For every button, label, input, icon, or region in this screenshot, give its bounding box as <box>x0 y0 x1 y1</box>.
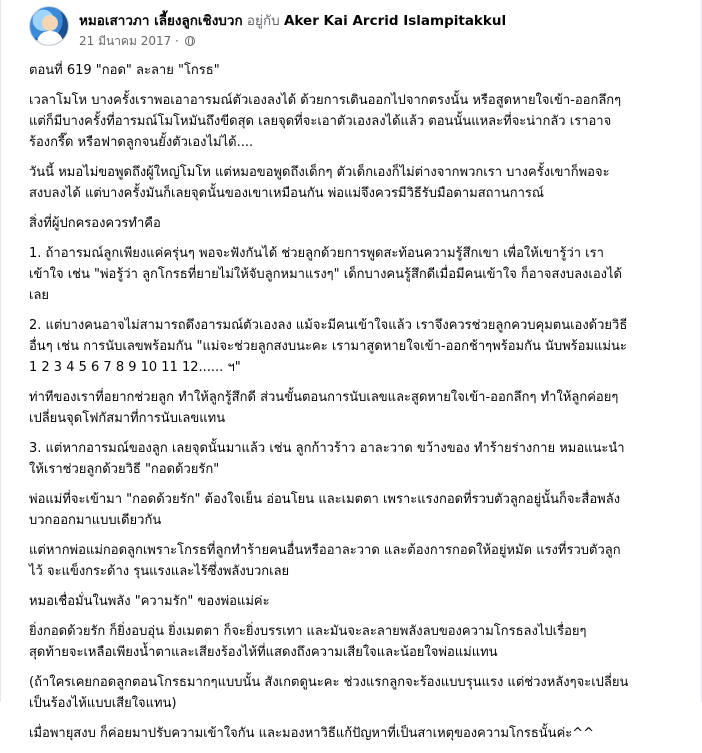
avatar[interactable] <box>29 6 69 46</box>
paragraph-line: 1. ถ้าอารมณ์ลูกเพียงแค่ครุ่นๆ พอจะฟังกันได้ ช่วยลูกด้วยการพูดสะท้อนความรู้สึกเขา เพื่อให้เขารู้ว่า เรา <box>29 246 604 261</box>
post-paragraph <box>29 672 685 714</box>
author-name[interactable]: หมอเสาวภา เลี้ยงลูกเชิงบวก <box>79 13 243 29</box>
paragraph-line: 3. แต่หากอารมณ์ของลูก เลยจุดนั้นมาแล้ว เช่น ลูกก้าวร้าว อาละวาด ขว้างของ ทำร้ายร่างกาย หมอแนะนำ <box>29 441 625 456</box>
paragraph-line: แต่หากพ่อแม่กอดลูกเพราะโกรธที่ลูกทำร้ายคนอื่นหรืออาละวาด และต้องการกอดให้อยู่หมัด แรงที่รวบตัวลูก <box>29 543 621 558</box>
post-meta <box>79 32 195 51</box>
post-paragraph <box>29 90 685 153</box>
with-text: อยู่กับ <box>242 13 284 29</box>
paragraph-line: ร้องกรี๊ด หรือฟาดลูกจนยั้งตัวเองไม่ได้.... <box>29 135 254 150</box>
paragraph-line: 1 2 3 4 5 6 7 8 9 10 11 12...... ฯ" <box>29 360 241 375</box>
paragraph-line: บวกออกมาแบบเดียวกัน <box>29 513 162 528</box>
paragraph-line: พ่อแม่ที่จะเข้ามา "กอดด้วยรัก" ต้องใจเย็น อ่อนโยน และเมตตา เพราะแรงกอดที่รวบตัวลูกอยู่นั้นก็จะสื่อพลัง <box>29 492 621 507</box>
paragraph-line: ตอนที่ 619 "กอด" ละลาย "โกรธ" <box>29 63 220 78</box>
paragraph-line: เปลี่ยนจุดโฟกัสมาที่การนับเลขแทน <box>29 411 226 426</box>
avatar-face <box>42 15 58 31</box>
paragraph-line: เลย <box>29 288 50 303</box>
post-paragraph <box>29 315 685 378</box>
paragraph-line: อื่นๆ เช่น การนับเลขพร้อมกัน "แม่จะช่วยลูกสงบนะคะ เรามาสูดหายใจเข้า-ออกช้าๆพร้อมกัน นับพร้อมแม่นะ <box>29 339 627 354</box>
post-header <box>29 6 689 50</box>
paragraph-line: ท่าทีของเราที่อยากช่วยลูก ทำให้ลูกรู้สึกดี ส่วนขั้นตอนการนับเลขและสูดหายใจเข้า-ออกลึกๆ ทำให้ลูกค่อยๆ <box>29 390 619 405</box>
post-paragraph <box>29 540 685 582</box>
post-paragraph <box>29 213 685 234</box>
paragraph-line: (ถ้าใครเคยกอดลูกตอนโกรธมากๆแบบนั้น สังเกตดูนะคะ ช่วงแรกลูกจะร้องแบบรุนแรง แต่ช่วงหลังๆจะเปลี่ยน <box>29 675 629 690</box>
paragraph-line: สุดท้ายจะเหลือเพียงน้ำตาและเสียงร้องไห้ที่แสดงถึงความเสียใจและน้อยใจพ่อแม่แทน <box>29 645 498 660</box>
post-paragraph <box>29 60 685 81</box>
paragraph-line: เวลาโมโห บางครั้งเราพอเอาอารมณ์ตัวเองลงได้ ด้วยการเดินออกไปจากตรงนั้น หรือสูดหายใจเข้า-ออกลึกๆ <box>29 93 622 108</box>
post-paragraph <box>29 438 685 480</box>
globe-icon[interactable] <box>185 36 195 46</box>
post-paragraph <box>29 243 685 306</box>
paragraph-line: ยิ่งกอดด้วยรัก ก็ยิ่งอบอุ่น ยิ่งเมตตา ก็จะยิ่งบรรเทา และมันจะละลายพลังลบของความโกรธลงไปเรื่อยๆ <box>29 624 587 639</box>
paragraph-line: ไว้ จะแข็งกระด้าง รุนแรงและไร้ซึ่งพลังบวกเลย <box>29 564 290 579</box>
author-line <box>79 9 506 31</box>
post-date[interactable]: 21 มีนาคม 2017 · <box>79 34 183 48</box>
post-paragraph <box>29 723 685 744</box>
paragraph-line: 2. แต่บางคนอาจไม่สามารถดึงอารมณ์ตัวเองลง แม้จะมีคนเข้าใจแล้ว เราจึงควรช่วยลูกควบคุมตนเองด้วยวิธี <box>29 318 628 333</box>
paragraph-line: เข้าใจ เช่น "พ่อรู้ว่า ลูกโกรธที่ยายไม่ให้จับลูกหมาแรงๆ" เด็กบางคนรู้สึกดีเมื่อมีคนเข้าใจ ก็อาจสงบลงเองได้ <box>29 267 622 282</box>
paragraph-line: แต่ก็มีบางครั้งที่อารมณ์โมโหมันถึงขีดสุด เลยจุดที่จะเอาตัวเองลงได้แล้ว ตอนนั้นแหละที่จะน่ากลัว เราอาจ <box>29 114 612 129</box>
post-paragraph <box>29 621 685 663</box>
paragraph-line: สิ่งที่ผู้ปกครองควรทำคือ <box>29 216 161 231</box>
paragraph-line: หมอเชื่อมั่นในพลัง "ความรัก" ของพ่อแม่ค่ะ <box>29 594 270 609</box>
paragraph-line: ให้เราช่วยลูกด้วยวิธี "กอดด้วยรัก" <box>29 462 220 477</box>
paragraph-line: วันนี้ หมอไม่ขอพูดถึงผู้ใหญ่โมโห แต่หมอขอพูดถึงเด็กๆ ตัวเด็กเองก็ไม่ต่างจากพวกเรา บางครั้งเขาก็พอจะ <box>29 165 610 180</box>
paragraph-line: สงบลงได้ แต่บางครั้งมันก็เลยจุดนั้นของเขาเหมือนกัน พ่อแม่จึงควรมีวิธีรับมือตามสถานการณ์ <box>29 186 544 201</box>
post-paragraph <box>29 162 685 204</box>
post-paragraph <box>29 591 685 612</box>
post-content <box>29 60 685 753</box>
paragraph-line: เมื่อพายุสงบ ก็ค่อยมาปรับความเข้าใจกัน และมองหาวิธีแก้ปัญหาที่เป็นสาเหตุของความโกรธนั้นค่ะ^^ <box>29 726 595 741</box>
post-paragraph <box>29 489 685 531</box>
tagged-person[interactable]: Aker Kai Arcrid Islampitakkul <box>283 13 507 29</box>
post-paragraph <box>29 387 685 429</box>
avatar-body <box>37 31 63 46</box>
paragraph-line: เป็นร้องไห้แบบเสียใจแทน) <box>29 696 177 711</box>
